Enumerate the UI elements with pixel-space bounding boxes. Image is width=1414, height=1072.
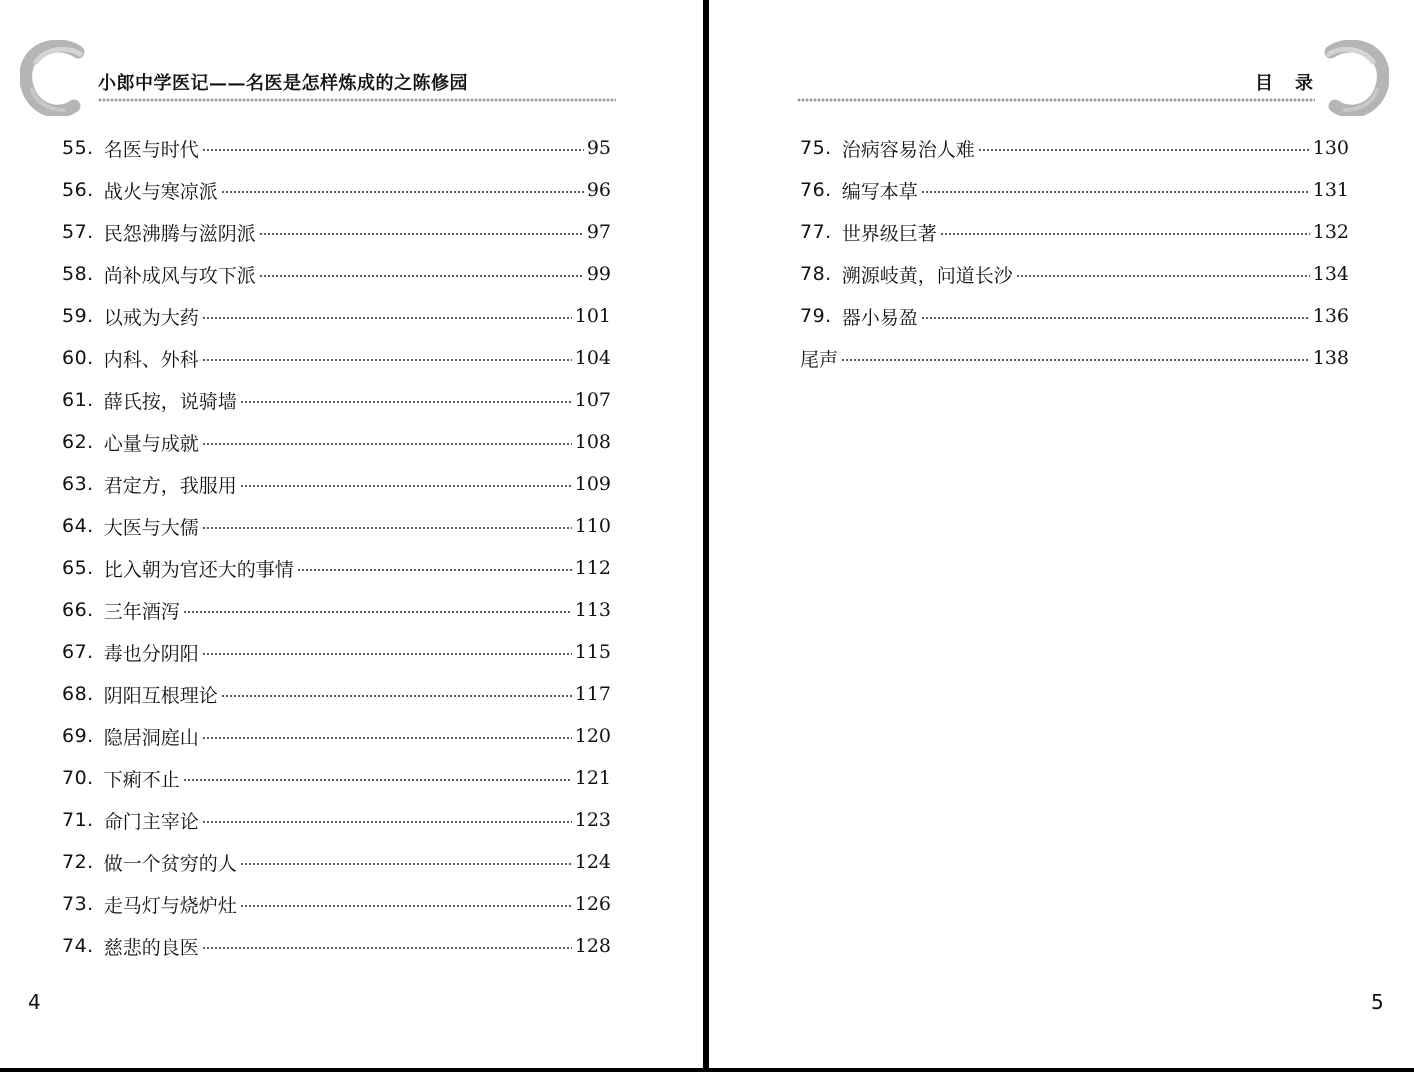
- bottom-border: [0, 1068, 1414, 1072]
- toc-dot-leader: [921, 190, 1310, 194]
- toc-entry-title: 慈悲的良医: [103, 936, 199, 959]
- toc-entry: [62, 295, 611, 337]
- toc-entry-title: 战火与寒凉派: [103, 180, 218, 203]
- toc-entry-number: 61.: [62, 389, 94, 411]
- toc-entry-page: 104: [574, 347, 611, 369]
- toc-dot-leader: [921, 316, 1310, 320]
- brush-circle-icon: [20, 40, 90, 116]
- toc-dot-leader: [202, 316, 572, 320]
- toc-entry: [62, 631, 611, 673]
- toc-entry-page: 113: [574, 599, 611, 621]
- toc-entry-page: 130: [1312, 137, 1349, 159]
- toc-entry-number: 78.: [800, 263, 832, 285]
- toc-dot-leader: [240, 904, 572, 908]
- toc-dot-leader: [978, 148, 1310, 152]
- toc-entry-title: 治病容易治人难: [841, 138, 975, 161]
- toc-entry-page: 107: [574, 389, 611, 411]
- toc-entry-number: 55.: [62, 137, 94, 159]
- toc-entry-number: 66.: [62, 599, 94, 621]
- toc-entry: [800, 169, 1349, 211]
- toc-entry-title: 民怨沸腾与滋阴派: [103, 222, 256, 245]
- toc-entry-title: 走马灯与烧炉灶: [103, 894, 237, 917]
- toc-entry-page: 108: [574, 431, 611, 453]
- toc-entry-epilogue: [800, 337, 1349, 379]
- toc-entry-page: 97: [586, 221, 611, 243]
- toc-entry-number: 65.: [62, 557, 94, 579]
- toc-entry-page: 126: [574, 893, 611, 915]
- toc-entry-number: 60.: [62, 347, 94, 369]
- toc-entry-page: 134: [1312, 263, 1349, 285]
- toc-entry: [62, 505, 611, 547]
- toc-entry: [62, 757, 611, 799]
- toc-entry-page: 99: [586, 263, 611, 285]
- header-dotted-rule: [797, 97, 1315, 103]
- running-header-title: 小郎中学医记——名医是怎样炼成的之陈修园: [98, 73, 468, 94]
- toc-entry-title: 毒也分阴阳: [103, 642, 199, 665]
- toc-dot-leader: [183, 610, 572, 614]
- toc-entry-number: 77.: [800, 221, 832, 243]
- toc-entry: [62, 463, 611, 505]
- toc-dot-leader: [202, 946, 572, 950]
- toc-entry-title: 尾声: [800, 348, 839, 371]
- toc-entry-number: 67.: [62, 641, 94, 663]
- toc-entry: [62, 379, 611, 421]
- toc-entry-page: 136: [1312, 305, 1349, 327]
- page-number: 5: [1371, 990, 1384, 1014]
- toc-dot-leader: [202, 526, 572, 530]
- left-page: [0, 0, 703, 1068]
- toc-entry: [62, 337, 611, 379]
- toc-entry-title: 做一个贫穷的人: [103, 852, 237, 875]
- toc-entry-title: 溯源岐黄，问道长沙: [841, 264, 1013, 287]
- toc-entry-page: 112: [574, 557, 611, 579]
- toc-entry-title: 薛氏按，说骑墙: [103, 390, 237, 413]
- toc-entry-title: 尚补成风与攻下派: [103, 264, 256, 287]
- toc-entry-number: 56.: [62, 179, 94, 201]
- toc-entry-page: 117: [574, 683, 611, 705]
- toc-entry: [62, 547, 611, 589]
- toc-entry-page: 115: [574, 641, 611, 663]
- toc-entry-page: 96: [586, 179, 611, 201]
- toc-dot-leader: [202, 736, 572, 740]
- toc-dot-leader: [841, 358, 1310, 362]
- running-header-title: 目录: [1255, 73, 1335, 94]
- toc-entry: [62, 925, 611, 967]
- toc-dot-leader: [259, 274, 584, 278]
- toc-dot-leader: [240, 400, 572, 404]
- toc-entry-title: 心量与成就: [103, 432, 199, 455]
- toc-entry-title: 命门主宰论: [103, 810, 199, 833]
- toc-list: [62, 127, 611, 967]
- toc-entry-title: 隐居洞庭山: [103, 726, 199, 749]
- toc-entry-number: 75.: [800, 137, 832, 159]
- toc-dot-leader: [202, 652, 572, 656]
- toc-entry-number: 76.: [800, 179, 832, 201]
- toc-entry: [62, 799, 611, 841]
- toc-entry-title: 三年酒泻: [103, 600, 180, 623]
- toc-dot-leader: [240, 862, 572, 866]
- right-page: [709, 0, 1414, 1068]
- page-number: 4: [28, 990, 41, 1014]
- toc-dot-leader: [240, 484, 572, 488]
- toc-entry: [62, 421, 611, 463]
- toc-dot-leader: [221, 190, 584, 194]
- toc-entry: [62, 169, 611, 211]
- toc-entry-page: 138: [1312, 347, 1349, 369]
- toc-entry-title: 内科、外科: [103, 348, 199, 371]
- toc-entry: [800, 211, 1349, 253]
- toc-entry: [800, 127, 1349, 169]
- toc-entry: [62, 253, 611, 295]
- toc-entry-number: 72.: [62, 851, 94, 873]
- toc-entry-title: 大医与大儒: [103, 516, 199, 539]
- toc-entry-number: 62.: [62, 431, 94, 453]
- toc-entry-page: 132: [1312, 221, 1349, 243]
- toc-entry-title: 编写本草: [841, 180, 918, 203]
- toc-entry: [800, 295, 1349, 337]
- toc-entry-number: 64.: [62, 515, 94, 537]
- toc-entry-title: 世界级巨著: [841, 222, 937, 245]
- toc-entry-title: 以戒为大药: [103, 306, 199, 329]
- toc-entry-number: 74.: [62, 935, 94, 957]
- toc-entry-page: 123: [574, 809, 611, 831]
- toc-entry-page: 131: [1312, 179, 1349, 201]
- toc-entry: [62, 673, 611, 715]
- toc-entry: [62, 589, 611, 631]
- toc-entry-title: 器小易盈: [841, 306, 918, 329]
- toc-entry-page: 110: [574, 515, 611, 537]
- toc-entry-number: 63.: [62, 473, 94, 495]
- toc-entry-number: 70.: [62, 767, 94, 789]
- toc-entry-number: 73.: [62, 893, 94, 915]
- toc-dot-leader: [202, 148, 584, 152]
- toc-dot-leader: [183, 778, 572, 782]
- toc-list: [800, 127, 1349, 379]
- toc-entry: [62, 211, 611, 253]
- toc-dot-leader: [202, 442, 572, 446]
- toc-entry-page: 121: [574, 767, 611, 789]
- toc-entry-number: 58.: [62, 263, 94, 285]
- toc-entry-title: 名医与时代: [103, 138, 199, 161]
- toc-entry: [62, 127, 611, 169]
- header-dotted-rule: [98, 97, 616, 103]
- toc-dot-leader: [202, 358, 572, 362]
- toc-dot-leader: [202, 820, 572, 824]
- toc-entry: [62, 883, 611, 925]
- toc-entry: [800, 253, 1349, 295]
- toc-entry: [62, 841, 611, 883]
- toc-entry-page: 95: [586, 137, 611, 159]
- toc-entry-number: 71.: [62, 809, 94, 831]
- toc-entry-title: 君定方，我服用: [103, 474, 237, 497]
- toc-entry-title: 比入朝为官还大的事情: [103, 558, 294, 581]
- toc-entry-number: 79.: [800, 305, 832, 327]
- toc-entry-page: 124: [574, 851, 611, 873]
- toc-entry-number: 69.: [62, 725, 94, 747]
- toc-dot-leader: [940, 232, 1310, 236]
- toc-entry: [62, 715, 611, 757]
- toc-entry-number: 57.: [62, 221, 94, 243]
- toc-entry-page: 120: [574, 725, 611, 747]
- toc-entry-page: 101: [574, 305, 611, 327]
- toc-entry-title: 下痢不止: [103, 768, 180, 791]
- toc-entry-page: 128: [574, 935, 611, 957]
- toc-dot-leader: [1016, 274, 1310, 278]
- toc-dot-leader: [221, 694, 572, 698]
- toc-entry-title: 阴阳互根理论: [103, 684, 218, 707]
- toc-entry-page: 109: [574, 473, 611, 495]
- toc-dot-leader: [259, 232, 584, 236]
- toc-entry-number: 68.: [62, 683, 94, 705]
- toc-dot-leader: [297, 568, 572, 572]
- toc-entry-number: 59.: [62, 305, 94, 327]
